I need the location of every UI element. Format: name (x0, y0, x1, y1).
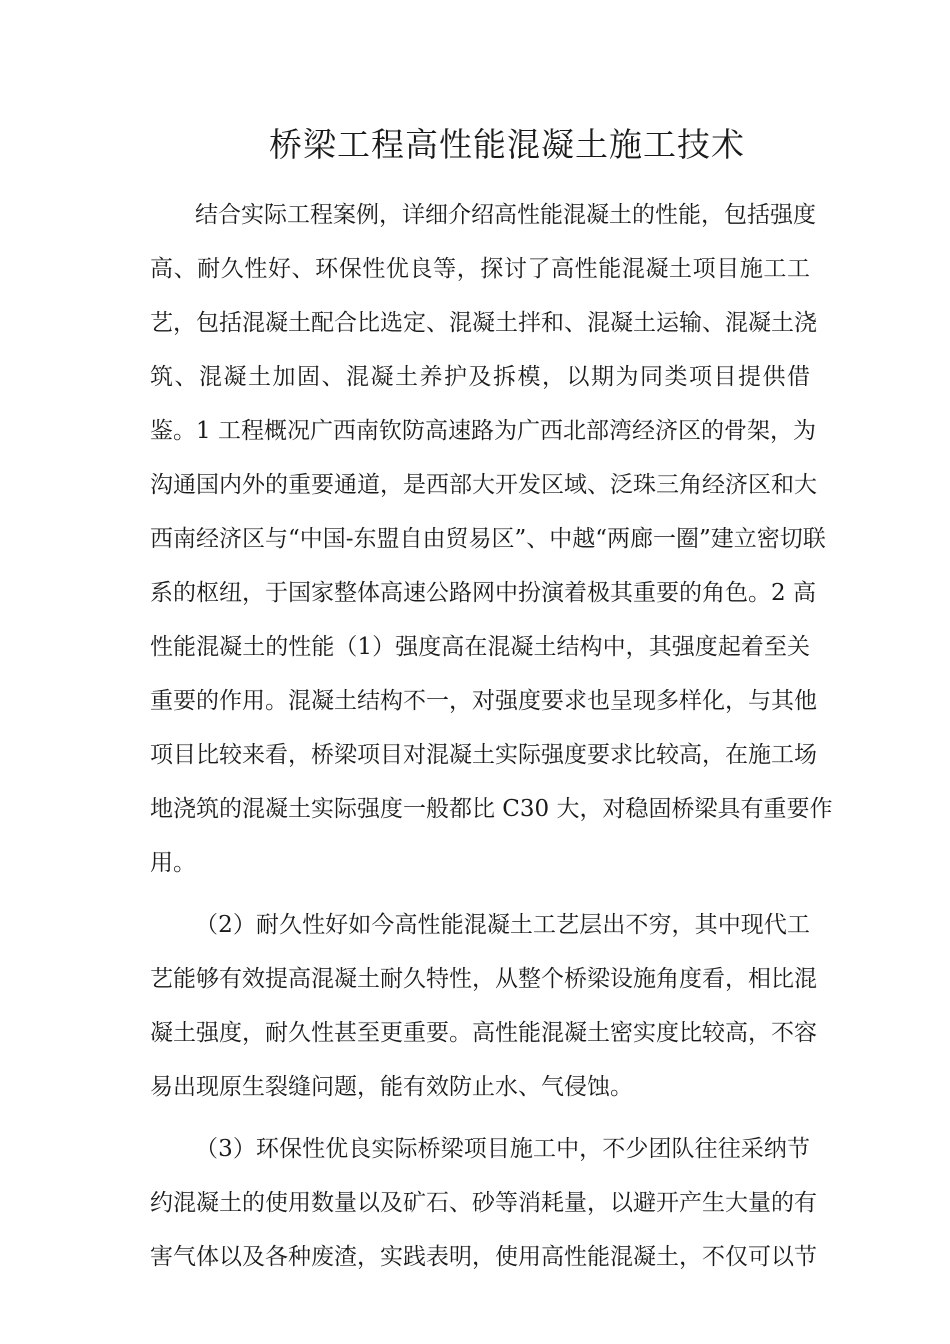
paragraph-line: 易出现原生裂缝问题，能有效防止水、气侵蚀。 (150, 1074, 633, 1100)
paragraph-line: 性能混凝土的性能（1）强度高在混凝土结构中，其强度起着至关 (150, 634, 810, 660)
paragraph-line: 鉴。1 工程概况广西南钦防高速路为广西北部湾经济区的骨架，为 (150, 418, 816, 444)
paragraph-line: 重要的作用。混凝土结构不一，对强度要求也呈现多样化，与其他 (150, 688, 817, 714)
page-title: 桥梁工程高性能混凝土施工技术 (269, 125, 745, 164)
paragraph-line: 害气体以及各种废渣，实践表明，使用高性能混凝土，不仅可以节 (150, 1244, 817, 1270)
paragraph-line: 艺，包括混凝土配合比选定、混凝土拌和、混凝土运输、混凝土浇 (150, 310, 817, 336)
paragraph-line: 用。 (150, 850, 196, 876)
paragraph-line: 凝土强度，耐久性甚至更重要。高性能混凝土密实度比较高，不容 (150, 1020, 817, 1046)
paragraph-line: 地浇筑的混凝土实际强度一般都比 C30 大，对稳固桥梁具有重要作 (150, 796, 833, 822)
paragraph-line: 高、耐久性好、环保性优良等，探讨了高性能混凝土项目施工工 (150, 256, 810, 282)
paragraph-line: 约混凝土的使用数量以及矿石、砂等消耗量，以避开产生大量的有 (150, 1190, 817, 1216)
paragraph-line: （3）环保性优良实际桥梁项目施工中，不少团队往往采纳节 (195, 1136, 810, 1162)
paragraph-line: 艺能够有效提高混凝土耐久特性，从整个桥梁设施角度看，相比混 (150, 966, 817, 992)
paragraph-line: 结合实际工程案例，详细介绍高性能混凝土的性能，包括强度 (195, 202, 816, 228)
paragraph-line: 系的枢纽，于国家整体高速公路网中扮演着极其重要的角色。2 高 (150, 580, 816, 606)
paragraph-line: 沟通国内外的重要通道，是西部大开发区域、泛珠三角经济区和大 (150, 472, 817, 498)
paragraph-line: 项目比较来看，桥梁项目对混凝土实际强度要求比较高，在施工场 (150, 742, 817, 768)
paragraph-line: （2）耐久性好如今高性能混凝土工艺层出不穷，其中现代工 (195, 912, 810, 938)
paragraph-line: 西南经济区与“中国-东盟自由贸易区”、中越“两廊一圈”建立密切联 (150, 526, 826, 552)
paragraph-line: 筑、混凝土加固、混凝土养护及拆模，以期为同类项目提供借 (150, 364, 810, 390)
